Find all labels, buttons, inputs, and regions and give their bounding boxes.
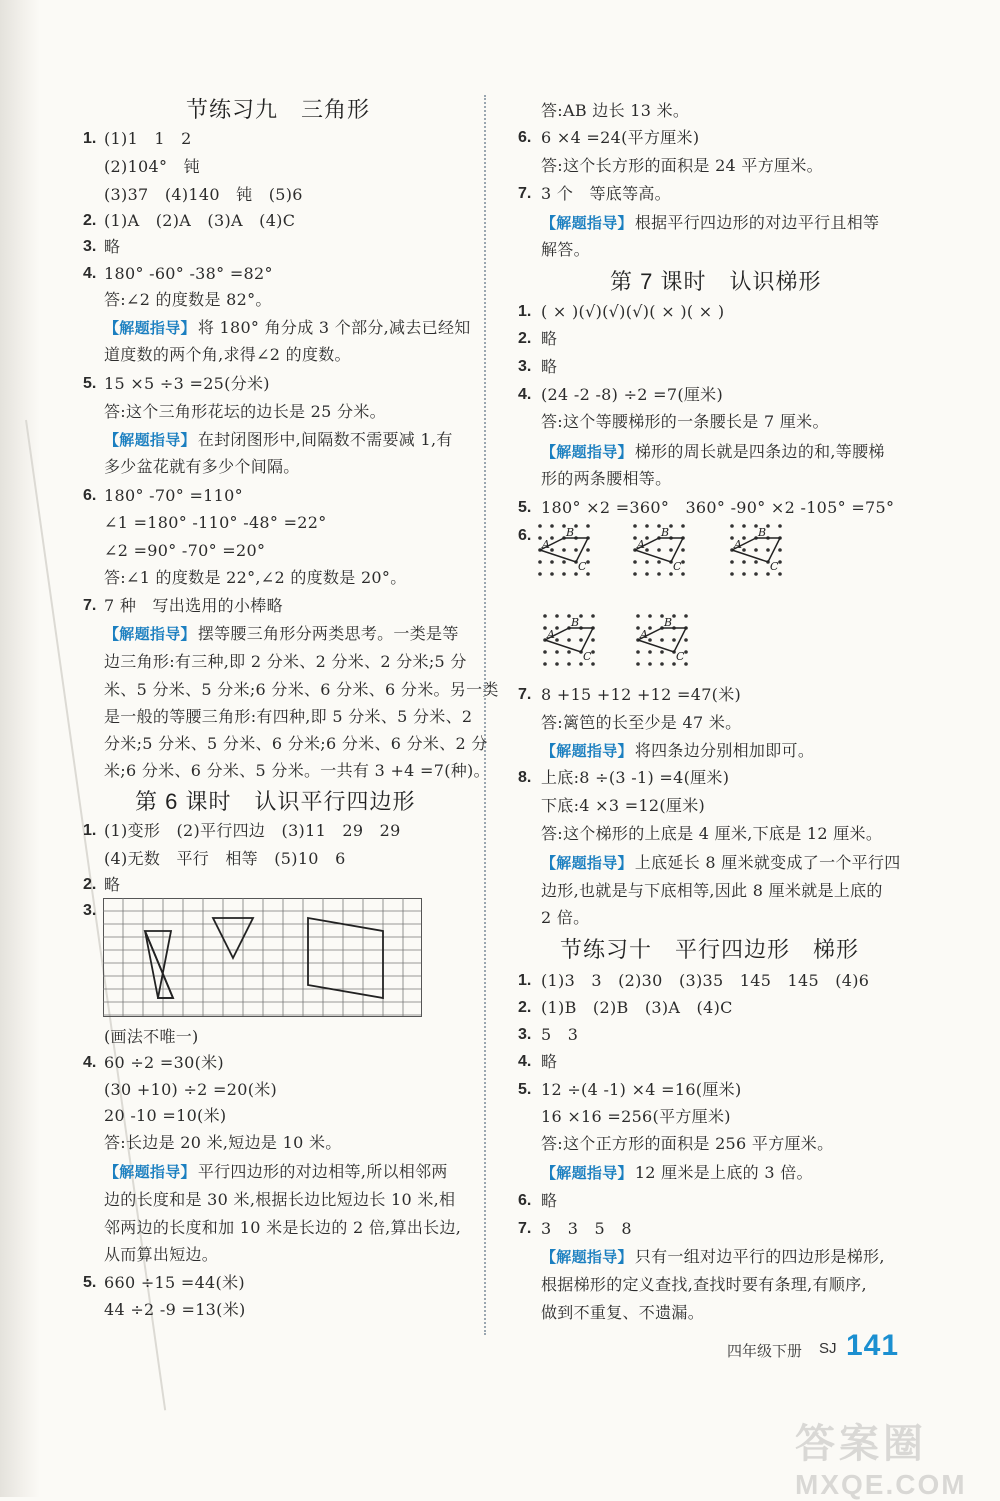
line-text: 略 — [541, 329, 558, 348]
line-text: 只有一组对边平行的四边形是梯形, — [634, 1247, 885, 1266]
answer-line — [104, 820, 401, 842]
line-text: 上底:8 ÷(3 -1) =4(厘米) — [541, 768, 730, 787]
answer-line — [541, 1079, 742, 1101]
question-number: 5. — [83, 375, 97, 392]
answer-line — [541, 712, 741, 734]
line-text: 将四条边分别相加即可。 — [634, 741, 815, 760]
line-text: 在封闭图形中,间隔数不需要减 1,有 — [197, 430, 453, 449]
answer-line — [541, 1302, 704, 1324]
answer-line — [104, 156, 200, 178]
vertex-label: A — [542, 538, 550, 551]
answer-line — [104, 760, 490, 782]
dot-grid-5 — [636, 614, 688, 666]
answer-line — [541, 907, 589, 929]
hint-tag: 【解题指导】 — [541, 215, 633, 232]
answer-line — [104, 512, 327, 534]
answer-line — [541, 880, 883, 902]
line-text: 答:长边是 20 米,短边是 10 米。 — [104, 1133, 342, 1152]
answer-line — [104, 210, 295, 232]
line-text: 是一般的等腰三角形:有四种,即 5 分米、5 分米、2 — [104, 707, 473, 726]
answer-line — [104, 401, 386, 423]
hint-line — [541, 441, 885, 464]
grade-label: 四年级下册 — [727, 1343, 803, 1360]
answer-line — [104, 1079, 277, 1101]
answer-line — [104, 485, 243, 507]
answer-line — [104, 651, 467, 673]
question-number: 1. — [518, 972, 532, 989]
line-text: 将 180° 角分成 3 个部分,减去已经知 — [197, 318, 471, 337]
section-heading: 第 6 课时 认识平行四边形 — [135, 789, 416, 814]
answer-line — [541, 100, 689, 122]
hint-tag: 【解题指导】 — [541, 743, 633, 760]
question-number: 4. — [518, 386, 532, 403]
line-text: 平行四边形的对边相等,所以相邻两 — [197, 1162, 448, 1181]
line-text: 3 个 等底等高。 — [541, 184, 671, 203]
line-text: (1)A (2)A (3)A (4)C — [104, 211, 296, 230]
line-text: 答:这个三角形花坛的边长是 25 分米。 — [104, 402, 386, 421]
answer-line — [541, 328, 557, 350]
line-text: 答:这个梯形的上底是 4 厘米,下底是 12 厘米。 — [541, 824, 883, 843]
line-text: 边的长度和是 30 米,根据长边比短边长 10 米,相 — [104, 1190, 456, 1209]
line-text: 答:这个等腰梯形的一条腰长是 7 厘米。 — [541, 412, 829, 431]
line-text: 从而算出短边。 — [104, 1245, 219, 1264]
vertex-label: C — [578, 560, 587, 573]
answer-line — [541, 1218, 632, 1240]
line-text: (2)104° 钝 — [104, 157, 200, 176]
answer-line — [541, 997, 733, 1019]
line-text: 8 +15 +12 +12 =47(米) — [541, 685, 742, 704]
line-text: (3)37 (4)140 钝 (5)6 — [104, 185, 303, 204]
question-number: 4. — [83, 1054, 97, 1071]
line-text: 略 — [104, 237, 121, 256]
answer-line — [104, 373, 270, 395]
line-text: ∠2 =90° -70° =20° — [104, 541, 266, 560]
dot-grid-2 — [633, 524, 685, 576]
answer-line — [541, 127, 699, 149]
line-text: (1)变形 (2)平行四边 (3)11 29 29 — [104, 821, 401, 840]
line-text: 答:这个正方形的面积是 256 平方厘米。 — [541, 1134, 834, 1153]
vertex-label: B — [661, 526, 670, 539]
vertex-label: A — [547, 628, 555, 641]
answer-line — [104, 1272, 245, 1294]
vertex-label: C — [583, 650, 592, 663]
line-text: 边三角形:有三种,即 2 分米、2 分米、2 分米;5 分 — [104, 652, 467, 671]
answer-line — [104, 1244, 218, 1266]
vertex-label: C — [676, 650, 685, 663]
line-text: (4)无数 平行 相等 (5)10 6 — [104, 849, 346, 868]
answer-line — [104, 1132, 342, 1154]
hint-tag: 【解题指导】 — [541, 444, 633, 461]
line-text: 16 ×16 =256(平方厘米) — [541, 1107, 731, 1126]
line-text: 180° ×2 =360° 360° -90° ×2 -105° =75° — [541, 498, 895, 517]
line-text: 摆等腰三角形分两类思考。一类是等 — [197, 624, 459, 643]
watermark-url: MXQE.COM — [795, 1469, 967, 1500]
line-text: 44 ÷2 -9 =13(米) — [104, 1300, 246, 1319]
section-heading: 节练习九 三角形 — [186, 97, 371, 122]
line-text: 660 ÷15 =44(米) — [104, 1273, 245, 1292]
line-text: 略 — [104, 875, 121, 894]
line-text: (1)B (2)B (3)A (4)C — [541, 998, 733, 1017]
question-number: 1. — [518, 303, 532, 320]
question-number: 8. — [518, 769, 532, 786]
answer-line — [541, 301, 724, 323]
answer-line — [104, 128, 192, 150]
answer-line — [541, 684, 741, 706]
question-number: 6. — [518, 527, 532, 544]
question-number: 4. — [518, 1053, 532, 1070]
watermark — [795, 1412, 985, 1500]
line-text: (1)3 3 (2)30 (3)35 145 145 (4)6 — [541, 971, 870, 990]
question-number: 5. — [518, 499, 532, 516]
dot-grid-1 — [538, 524, 590, 576]
answer-line — [541, 497, 894, 519]
answer-line — [104, 1299, 246, 1321]
answer-line — [541, 795, 705, 817]
line-text: 180° -60° -38° =82° — [104, 264, 273, 283]
question-number: 2. — [518, 999, 532, 1016]
question-number: 7. — [518, 185, 532, 202]
answer-line — [104, 874, 120, 896]
answer-line — [541, 183, 671, 205]
line-text: ∠1 =180° -110° -48° =22° — [104, 513, 327, 532]
hint-line — [541, 212, 879, 235]
vertex-label: A — [734, 538, 742, 551]
line-text: 形的两条腰相等。 — [541, 469, 672, 488]
line-text: 下底:4 ×3 =12(厘米) — [541, 796, 706, 815]
question-number: 1. — [83, 822, 97, 839]
parallelogram-grid-figure — [103, 898, 423, 1018]
question-number: 6. — [518, 1192, 532, 1209]
hint-line — [541, 1246, 885, 1269]
answer-line — [541, 970, 869, 992]
line-text: 米、5 分米、5 分米;6 分米、6 分米、6 分米。另一类 — [104, 680, 499, 699]
line-text: 6 ×4 =24(平方厘米) — [541, 128, 700, 147]
question-number: 6. — [518, 129, 532, 146]
line-text: 分米;5 分米、5 分米、6 分米;6 分米、6 分米、2 分 — [104, 734, 488, 753]
line-text: 答:这个长方形的面积是 24 平方厘米。 — [541, 156, 823, 175]
answer-line — [541, 468, 671, 490]
answer-line — [104, 733, 488, 755]
question-number: 1. — [83, 130, 97, 147]
answer-line — [104, 1052, 224, 1074]
section-heading: 节练习十 平行四边形 梯形 — [560, 937, 860, 962]
answer-line — [541, 1106, 731, 1128]
vertex-label: A — [640, 628, 648, 641]
answer-line — [541, 356, 557, 378]
vertex-label: B — [664, 616, 673, 629]
question-number: 7. — [518, 1220, 532, 1237]
edition-code: SJ — [819, 1340, 837, 1357]
hint-line — [104, 317, 471, 340]
answer-line — [541, 823, 882, 845]
hint-line — [541, 852, 901, 875]
answer-line — [104, 289, 272, 311]
answer-line — [104, 567, 407, 589]
vertex-label: B — [571, 616, 580, 629]
question-number: 3. — [83, 238, 97, 255]
answer-line — [541, 1051, 557, 1073]
question-number: 2. — [83, 212, 97, 229]
line-text: 15 ×5 ÷3 =25(分米) — [104, 374, 270, 393]
vertex-label: B — [566, 526, 575, 539]
hint-tag: 【解题指导】 — [541, 1249, 633, 1266]
line-text: (24 -2 -8) ÷2 =7(厘米) — [541, 385, 724, 404]
vertex-label: B — [758, 526, 767, 539]
answer-line — [104, 706, 472, 728]
answer-line — [541, 411, 829, 433]
line-text: 5 3 — [541, 1025, 579, 1044]
vertex-label: A — [637, 538, 645, 551]
line-text: 略 — [541, 1052, 558, 1071]
question-number: 3. — [83, 902, 97, 919]
answer-line — [104, 848, 346, 870]
answer-line — [104, 1026, 199, 1048]
line-text: 20 -10 =10(米) — [104, 1106, 227, 1125]
page-number: 141 — [846, 1329, 900, 1362]
line-text: 略 — [541, 1191, 558, 1210]
question-number: 5. — [83, 1274, 97, 1291]
question-number: 6. — [83, 487, 97, 504]
line-text: 答:AB 边长 13 米。 — [541, 101, 690, 120]
line-text: 边形,也就是与下底相等,因此 8 厘米就是上底的 — [541, 881, 883, 900]
question-number: 4. — [83, 265, 97, 282]
answer-line — [541, 1190, 557, 1212]
line-text: 梯形的周长就是四条边的和,等腰梯 — [634, 442, 885, 461]
line-text: (画法不唯一) — [104, 1027, 199, 1046]
line-text: 米;6 分米、6 分米、5 分米。一共有 3 +4 =7(种)。 — [104, 761, 490, 780]
answer-line — [104, 540, 265, 562]
answer-line — [104, 1105, 226, 1127]
question-number: 5. — [518, 1081, 532, 1098]
vertex-label: C — [770, 560, 779, 573]
hint-tag: 【解题指导】 — [104, 320, 196, 337]
line-text: ( × )(√)(√)(√)( × )( × ) — [541, 302, 725, 321]
line-text: 解答。 — [541, 240, 590, 259]
answer-line — [541, 1274, 867, 1296]
hint-tag: 【解题指导】 — [104, 1164, 196, 1181]
line-text: 3 3 5 8 — [541, 1219, 632, 1238]
line-text: 略 — [541, 357, 558, 376]
hint-tag: 【解题指导】 — [541, 1165, 633, 1182]
hint-line — [104, 1161, 448, 1184]
line-text: 根据平行四边形的对边平行且相等 — [634, 213, 880, 232]
answer-line — [104, 184, 303, 206]
book-spine-shadow — [0, 0, 40, 1497]
line-text: 180° -70° =110° — [104, 486, 243, 505]
hint-tag: 【解题指导】 — [541, 855, 633, 872]
answer-line — [541, 767, 729, 789]
hint-tag: 【解题指导】 — [104, 432, 196, 449]
line-text: 做到不重复、不遗漏。 — [541, 1303, 705, 1322]
line-text: (30 +10) ÷2 =20(米) — [104, 1080, 278, 1099]
answer-line — [104, 236, 120, 258]
line-text: 上底延长 8 厘米就变成了一个平行四 — [634, 853, 901, 872]
question-number: 7. — [518, 686, 532, 703]
answer-line — [541, 384, 723, 406]
answer-line — [104, 344, 351, 366]
section-heading: 第 7 课时 认识梯形 — [610, 269, 822, 294]
answer-line — [104, 456, 300, 478]
answer-line — [104, 263, 273, 285]
vertex-label: C — [673, 560, 682, 573]
line-text: 道度数的两个角,求得∠2 的度数。 — [104, 345, 351, 364]
question-number: 3. — [518, 358, 532, 375]
column-divider — [484, 95, 486, 1335]
line-text: 60 ÷2 =30(米) — [104, 1053, 224, 1072]
answer-line — [104, 1217, 461, 1239]
hint-line — [104, 429, 453, 452]
answer-line — [541, 1024, 578, 1046]
answer-line — [104, 1189, 455, 1211]
line-text: 2 倍。 — [541, 908, 590, 927]
answer-line — [104, 595, 283, 617]
question-number: 2. — [83, 876, 97, 893]
watermark-text: 答案圈 — [795, 1422, 927, 1466]
trapezoid-dot-grids — [530, 518, 830, 668]
hint-line — [541, 1162, 813, 1185]
line-text: 7 种 写出选用的小棒略 — [104, 596, 283, 615]
question-number: 3. — [518, 1026, 532, 1043]
line-text: 根据梯形的定义查找,查找时要有条理,有顺序, — [541, 1275, 867, 1294]
line-text: 12 厘米是上底的 3 倍。 — [634, 1163, 813, 1182]
hint-line — [541, 740, 814, 763]
answer-line — [541, 239, 590, 261]
question-number: 7. — [83, 597, 97, 614]
dot-grid-3 — [730, 524, 782, 576]
answer-line — [541, 1133, 833, 1155]
line-text: 12 ÷(4 -1) ×4 =16(厘米) — [541, 1080, 742, 1099]
line-text: 答:篱笆的长至少是 47 米。 — [541, 713, 742, 732]
line-text: (1)1 1 2 — [104, 129, 192, 148]
dot-grid-4 — [543, 614, 595, 666]
line-text: 答:∠1 的度数是 22°,∠2 的度数是 20°。 — [104, 568, 407, 587]
line-text: 多少盆花就有多少个间隔。 — [104, 457, 300, 476]
question-number: 2. — [518, 330, 532, 347]
line-text: 邻两边的长度和加 10 米是长边的 2 倍,算出长边, — [104, 1218, 462, 1237]
hint-tag: 【解题指导】 — [104, 626, 196, 643]
answer-line — [541, 155, 823, 177]
hint-line — [104, 623, 459, 646]
answer-line — [104, 679, 499, 701]
line-text: 答:∠2 的度数是 82°。 — [104, 290, 272, 309]
